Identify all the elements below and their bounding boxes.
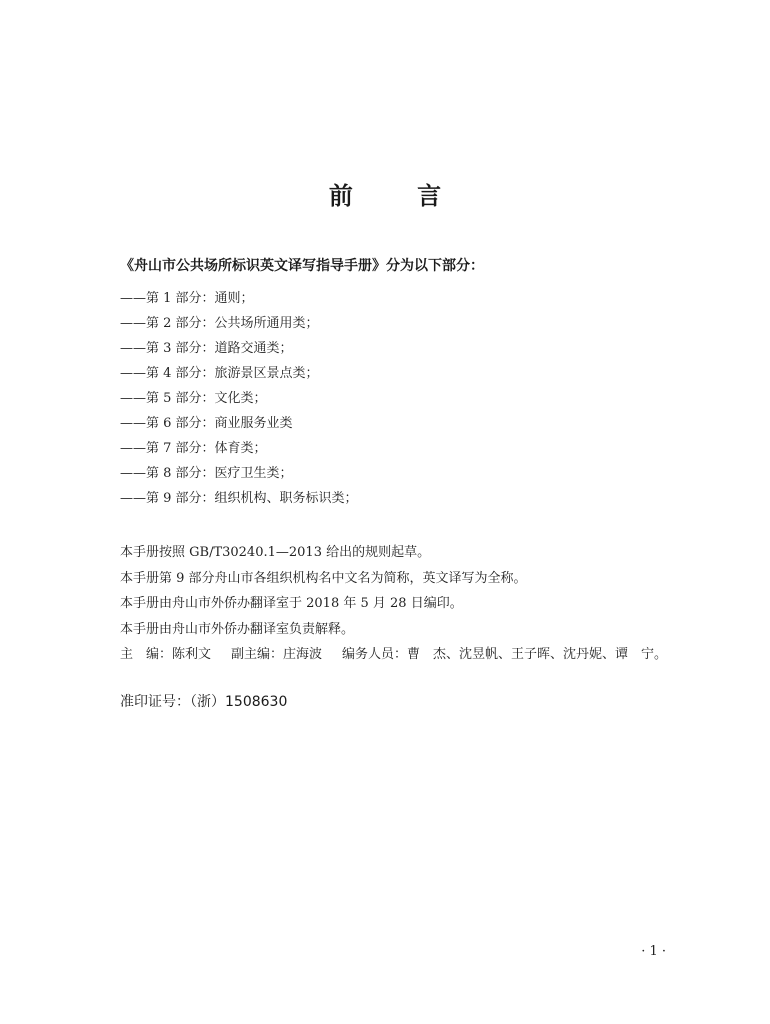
manual-intro: 《舟山市公共场所标识英文译写指导手册》分为以下部分： [120, 258, 484, 274]
note-publication: 本手册由舟山市外侨办翻译室于 2018 年 5 月 28 日编印。 [120, 596, 463, 611]
part-item-2: ——第 2 部分：公共场所通用类； [120, 316, 319, 331]
chief-editor: 主 编：陈利文 [120, 647, 212, 662]
part-item-8: ——第 8 部分：医疗卫生类； [120, 466, 293, 481]
note-abbreviation: 本手册第 9 部分舟山市各组织机构名中文名为简称，英文译写为全称。 [120, 570, 527, 586]
printing-permit-number: 准印证号：（浙）1508630 [120, 694, 288, 710]
note-interpretation: 本手册由舟山市外侨办翻译室负责解释。 [120, 621, 355, 637]
part-item-1: ——第 1 部分：通则； [120, 291, 254, 306]
editorial-staff [120, 642, 667, 668]
part-item-3: ——第 3 部分：道路交通类； [120, 341, 293, 356]
part-item-6: ——第 6 部分：商业服务业类 [120, 416, 293, 431]
page-number: · 1 · [641, 944, 666, 959]
part-item-9: ——第 9 部分：组织机构、职务标识类； [120, 491, 358, 506]
part-item-7: ——第 7 部分：体育类； [120, 441, 267, 456]
page-title: 前 言 [328, 182, 470, 210]
deputy-editor: 副主编：庄海波 [231, 647, 323, 662]
notes-block [120, 540, 667, 668]
part-item-5: ——第 5 部分：文化类； [120, 391, 267, 406]
editorial-members: 编务人员：曹 杰、沈昱帆、王子晖、沈丹妮、谭 宁。 [342, 647, 668, 662]
note-standard: 本手册按照 GB/T30240.1—2013 给出的规则起草。 [120, 545, 431, 560]
parts-list [120, 286, 358, 511]
part-item-4: ——第 4 部分：旅游景区景点类； [120, 366, 319, 381]
